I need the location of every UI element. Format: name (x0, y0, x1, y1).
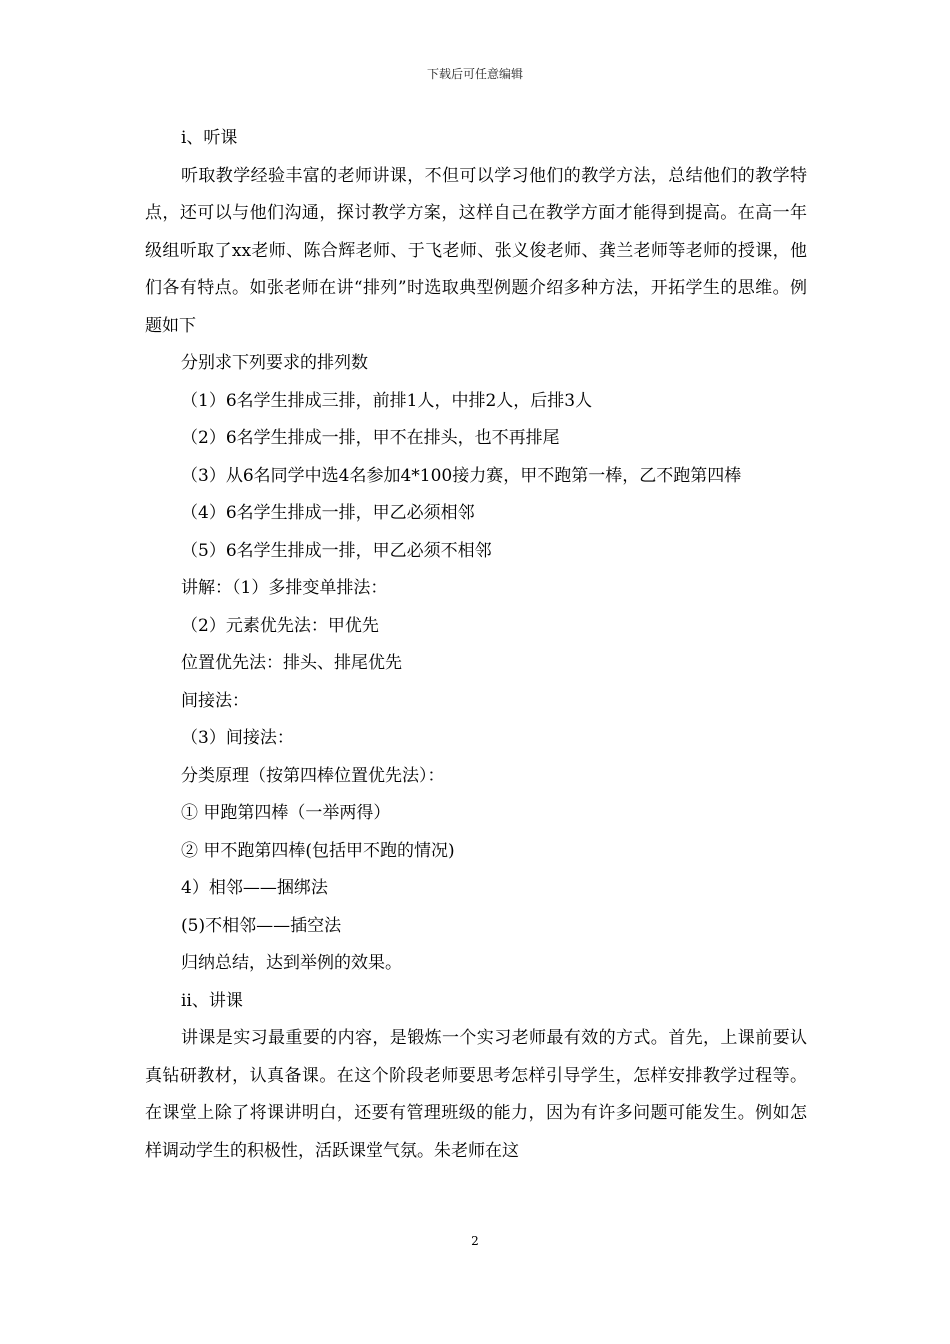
explanation-line-7: ① 甲跑第四棒（一举两得） (181, 803, 391, 823)
explanation-line-2: （2）元素优先法：甲优先 (181, 615, 379, 636)
explanation-line-1: 讲解：（1）多排变单排法： (181, 578, 388, 598)
explanation-line-9: 4）相邻——捆绑法 (181, 878, 328, 898)
page-number: 2 (471, 1234, 479, 1248)
example-question-4: （4）6名学生排成一排，甲乙必须相邻 (181, 503, 475, 523)
summary-line: 归纳总结，达到举例的效果。 (181, 953, 402, 973)
example-question-5: （5）6名学生排成一排，甲乙必须不相邻 (181, 540, 492, 561)
section-heading-teaching: ⅱ、讲课 (181, 990, 243, 1011)
document-body (145, 120, 807, 1170)
explanation-line-5: （3）间接法： (181, 728, 294, 748)
explanation-line-3: 位置优先法：排头、排尾优先 (181, 653, 402, 673)
example-intro: 分别求下列要求的排列数 (181, 353, 368, 373)
explanation-line-4: 间接法： (181, 690, 249, 711)
example-question-3: （3）从6名同学中选4名参加4*100接力赛，甲不跑第一棒，乙不跑第四棒 (181, 465, 742, 486)
explanation-line-10: (5)不相邻——插空法 (181, 915, 342, 936)
paragraph-teaching: 讲课是实习最重要的内容，是锻炼一个实习老师最有效的方式。首先，上课前要认真钻研教材，认真备课。在这个阶段老师要思考怎样引导学生，怎样安排教学过程等。在课堂上除了将课讲明白，还要有管理班级的能力，因为有许多问题可能发生。例如怎样调动学生的积极性，活跃课堂气氛。朱老师在这 (145, 1028, 807, 1161)
section-heading-listening: ⅰ、听课 (181, 128, 238, 148)
page-header: 下载后可任意编辑 (426, 67, 523, 81)
explanation-line-8: ② 甲不跑第四棒(包括甲不跑的情况) (181, 840, 455, 861)
example-question-2: （2）6名学生排成一排，甲不在排头，也不再排尾 (181, 428, 560, 448)
explanation-line-6: 分类原理（按第四棒位置优先法）： (181, 765, 445, 786)
paragraph-listening: 听取教学经验丰富的老师讲课，不但可以学习他们的教学方法，总结他们的教学特点，还可以与他们沟通，探讨教学方案，这样自己在教学方面才能得到提高。在高一年级组听取了xx老师、陈合辉老师、于飞老师、张义俊老师、龚兰老师等老师的授课，他们各有特点。如张老师在讲“排列”时选取典型例题介绍多种方法，开拓学生的思维。例题如下 (145, 165, 807, 336)
example-question-1: （1）6名学生排成三排，前排1人，中排2人，后排3人 (181, 390, 593, 411)
